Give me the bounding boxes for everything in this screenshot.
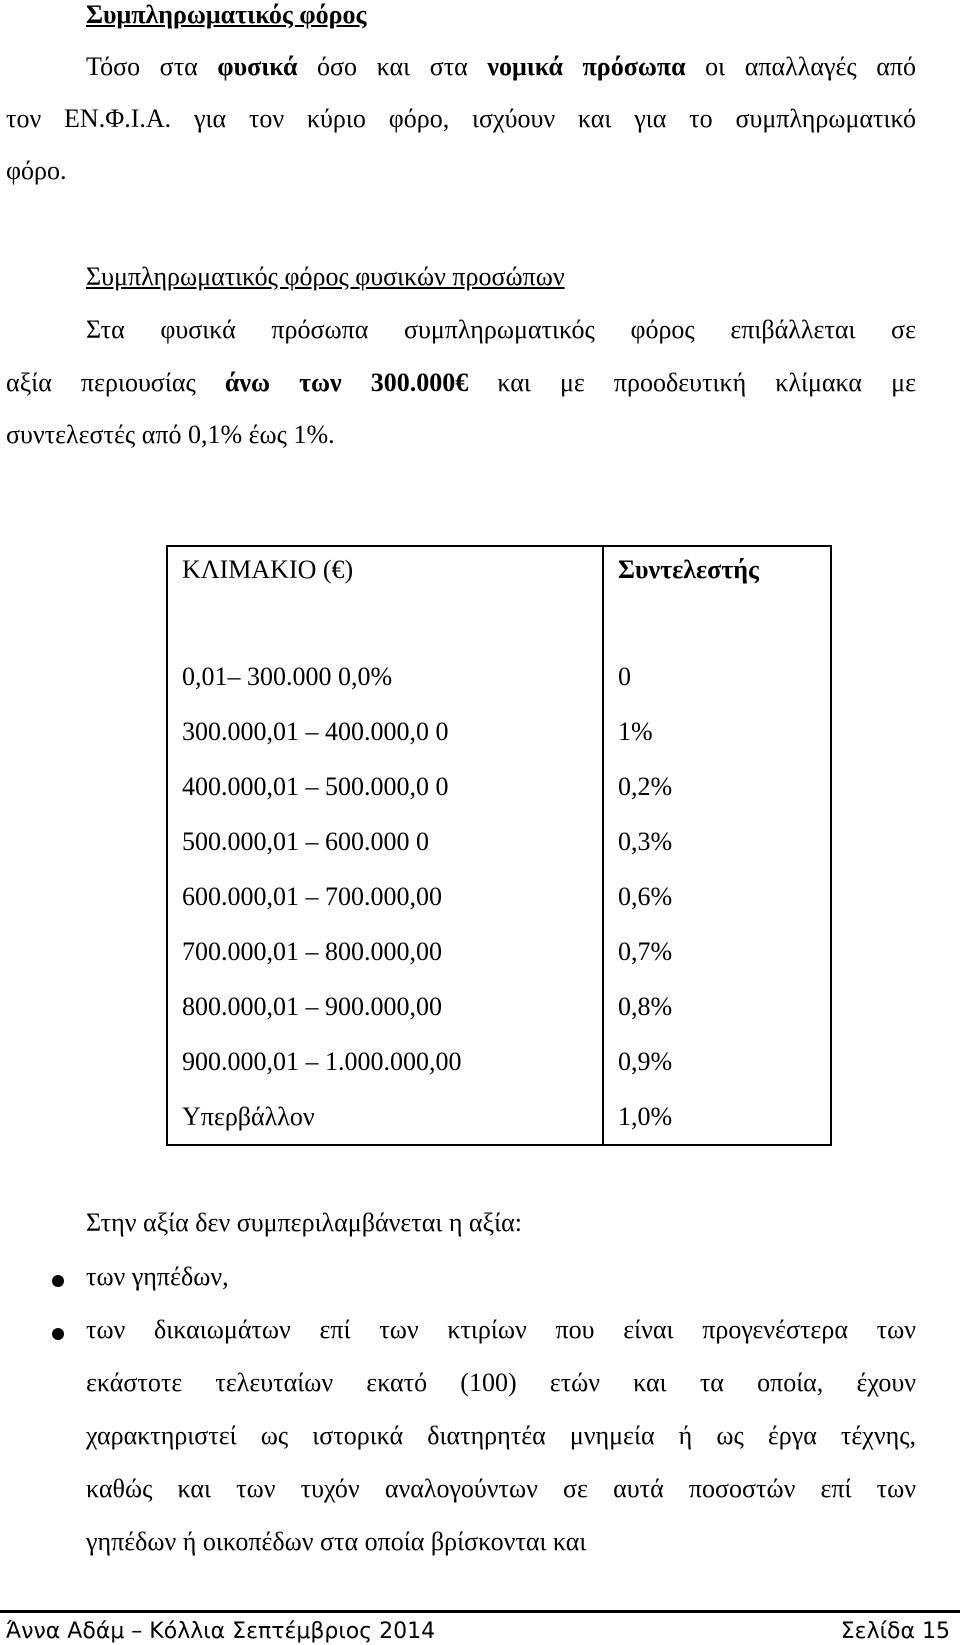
exclusion-item-1: των γηπέδων, [86, 1262, 229, 1291]
bullet-icon [52, 1328, 64, 1340]
footer-divider [0, 1610, 960, 1613]
table-header-row [167, 546, 831, 649]
rate-cell: 1,0% [603, 1089, 831, 1145]
table-row [167, 924, 831, 979]
bold-run: φυσικά [217, 52, 298, 81]
bracket-cell: 500.000,01 – 600.000 0 [167, 814, 603, 869]
table-row [167, 1034, 831, 1089]
tax-scale-table [166, 545, 832, 1146]
bracket-cell: 900.000,01 – 1.000.000,00 [167, 1034, 603, 1089]
footer-page-number: Σελίδα 15 [840, 1619, 950, 1644]
intro-line-1 [86, 52, 916, 82]
bracket-cell: 700.000,01 – 800.000,00 [167, 924, 603, 979]
bracket-cell: 300.000,01 – 400.000,0 0 [167, 704, 603, 759]
text-run: Τόσο στα [86, 52, 218, 81]
rate-cell: 0 [603, 649, 831, 704]
intro-line-2: τον ΕΝ.Φ.Ι.Α. για τον κύριο φόρο, ισχύουν και για το συμπληρωματικό [6, 104, 916, 133]
rate-cell: 0,7% [603, 924, 831, 979]
exclusion-item-2-line-4: καθώς και των τυχόν αναλογούντων σε αυτά ποσοστών επί των [86, 1474, 916, 1503]
table-row [167, 649, 831, 704]
subsection-title: Συμπληρωματικός φόρος φυσικών προσώπων [86, 262, 565, 291]
table-row [167, 1089, 831, 1145]
bracket-cell: 600.000,01 – 700.000,00 [167, 869, 603, 924]
rate-cell: 1% [603, 704, 831, 759]
table-row [167, 814, 831, 869]
para-line-2 [6, 368, 916, 398]
bracket-cell: 400.000,01 – 500.000,0 0 [167, 759, 603, 814]
exclusion-item-2-line-2: εκάστοτε τελευταίων εκατό (100) ετών και τα οποία, έχουν [86, 1368, 916, 1397]
bold-run: νομικά πρόσωπα [487, 52, 686, 81]
footer-author-date: Άννα Αδάμ – Κόλλια Σεπτέμβριος 2014 [6, 1619, 436, 1644]
table-row [167, 704, 831, 759]
rate-cell: 0,9% [603, 1034, 831, 1089]
rate-cell: 0,2% [603, 759, 831, 814]
rate-cell: 0,3% [603, 814, 831, 869]
header-bracket: ΚΛΙΜΑΚΙΟ (€) [167, 546, 603, 649]
bracket-cell: 800.000,01 – 900.000,00 [167, 979, 603, 1034]
exclusion-item-2-line-1: των δικαιωμάτων επί των κτιρίων που είναι προγενέστερα των [86, 1315, 916, 1344]
header-rate: Συντελεστής [603, 546, 831, 649]
table-row [167, 869, 831, 924]
exclusion-item-2-line-5: γηπέδων ή οικοπέδων στα οποία βρίσκονται και [86, 1527, 587, 1556]
intro-line-3: φόρο. [6, 156, 67, 185]
exclusions-intro: Στην αξία δεν συμπεριλαμβάνεται η αξία: [86, 1208, 522, 1237]
table-row [167, 759, 831, 814]
section-title: Συμπληρωματικός φόρος [86, 0, 367, 29]
bracket-cell: Υπερβάλλον [167, 1089, 603, 1145]
text-run: όσο και στα [297, 52, 488, 81]
bold-run: άνω των 300.000€ [224, 368, 469, 397]
table-row [167, 979, 831, 1034]
text-run: αξία περιουσίας [6, 368, 225, 397]
rate-cell: 0,8% [603, 979, 831, 1034]
rate-cell: 0,6% [603, 869, 831, 924]
para-line-1: Στα φυσικά πρόσωπα συμπληρωματικός φόρος επιβάλλεται σε [86, 315, 916, 344]
bullet-icon [52, 1275, 64, 1287]
bracket-cell: 0,01– 300.000 0,0% [167, 649, 603, 704]
text-run: οι απαλλαγές από [685, 52, 916, 81]
para-line-3: συντελεστές από 0,1% έως 1%. [6, 420, 335, 449]
text-run: και με προοδευτική κλίμακα με [468, 368, 916, 397]
exclusion-item-2-line-3: χαρακτηριστεί ως ιστορικά διατηρητέα μνημεία ή ως έργα τέχνης, [86, 1421, 916, 1450]
